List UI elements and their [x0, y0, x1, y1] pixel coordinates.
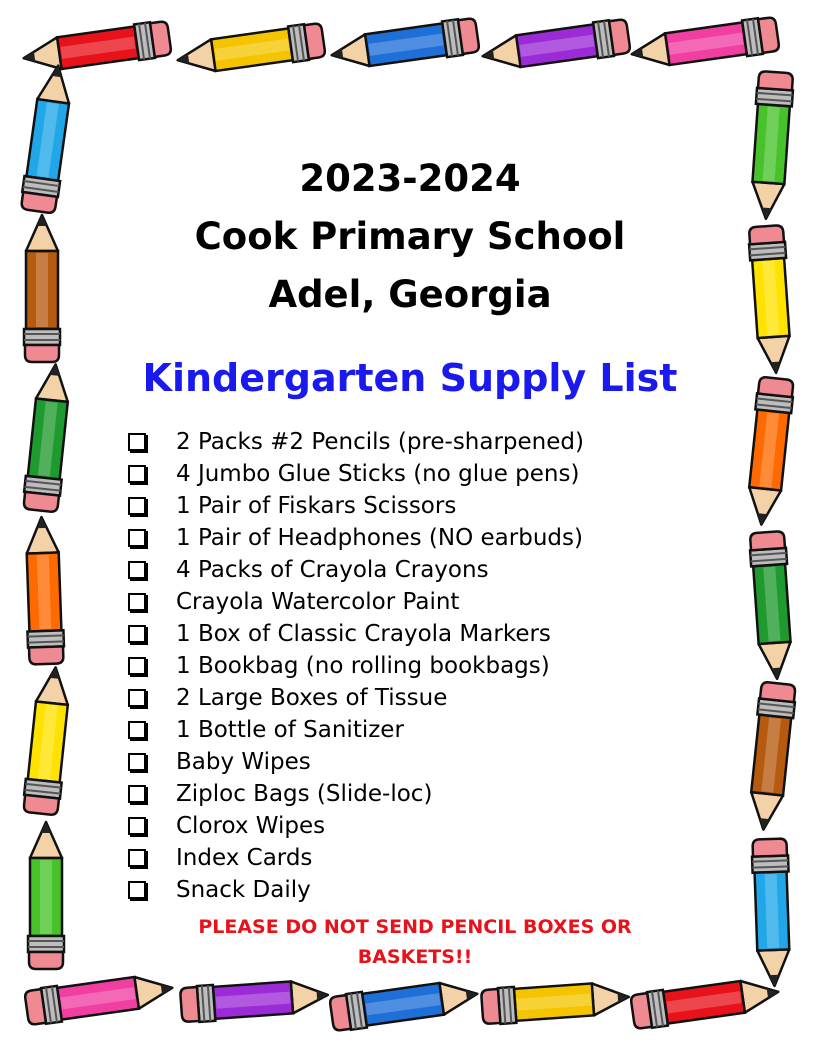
pencil-icon — [480, 18, 631, 74]
item-label: Index Cards — [176, 845, 313, 871]
item-label: 4 Packs of Crayola Crayons — [176, 557, 489, 583]
pencil-icon — [23, 516, 64, 664]
list-item — [128, 746, 710, 778]
checkbox-icon — [128, 433, 146, 451]
item-label: 1 Pair of Fiskars Scissors — [176, 493, 457, 519]
list-item — [128, 522, 710, 554]
pencil-icon — [20, 63, 76, 214]
pencil-icon — [22, 363, 73, 513]
checkbox-icon — [128, 689, 146, 707]
checkbox-icon — [128, 593, 146, 611]
list-item — [128, 490, 710, 522]
pencil-icon — [28, 822, 64, 969]
school-location: Adel, Georgia — [268, 273, 552, 316]
pencil-icon — [21, 20, 172, 76]
supply-list — [110, 426, 710, 906]
list-item — [128, 586, 710, 618]
item-label: 1 Box of Classic Crayola Markers — [176, 621, 551, 647]
list-title: Kindergarten Supply List — [142, 356, 678, 400]
pencil-icon — [743, 377, 794, 527]
school-year: 2023-2024 — [299, 157, 521, 200]
pencil-icon — [24, 970, 175, 1026]
checkbox-icon — [128, 465, 146, 483]
item-label: 1 Bottle of Sanitizer — [176, 717, 404, 743]
pencil-icon — [22, 666, 73, 816]
checkbox-icon — [128, 721, 146, 739]
list-item — [128, 682, 710, 714]
checkbox-icon — [128, 657, 146, 675]
pencil-icon — [748, 225, 794, 374]
pencil-icon — [748, 71, 794, 220]
list-item — [128, 778, 710, 810]
checkbox-icon — [128, 625, 146, 643]
item-label: 2 Packs #2 Pencils (pre-sharpened) — [176, 429, 584, 455]
checkbox-icon — [128, 753, 146, 771]
checkbox-icon — [128, 849, 146, 867]
list-item — [128, 458, 710, 490]
list-item — [128, 810, 710, 842]
warning-note: PLEASE DO NOT SEND PENCIL BOXES OR BASKETS!! — [198, 916, 632, 968]
item-label: Clorox Wipes — [176, 813, 326, 839]
list-item — [128, 426, 710, 458]
list-item — [128, 714, 710, 746]
item-label: Baby Wipes — [176, 749, 311, 775]
list-item — [128, 618, 710, 650]
pencil-icon — [175, 22, 326, 78]
checkbox-icon — [128, 561, 146, 579]
pencil-icon — [329, 976, 480, 1032]
pencil-icon — [24, 215, 60, 362]
item-label: 1 Bookbag (no rolling bookbags) — [176, 653, 550, 679]
list-item — [128, 842, 710, 874]
checkbox-icon — [128, 881, 146, 899]
item-label: 4 Jumbo Glue Sticks (no glue pens) — [176, 461, 580, 487]
checkbox-icon — [128, 785, 146, 803]
item-label: Crayola Watercolor Paint — [176, 589, 460, 615]
pencil-icon — [329, 17, 480, 73]
list-item — [128, 554, 710, 586]
main-content — [110, 150, 710, 972]
pencil-icon — [630, 974, 781, 1030]
pencil-icon — [481, 979, 630, 1025]
item-label: Snack Daily — [176, 877, 311, 903]
pencil-icon — [751, 838, 792, 986]
checkbox-icon — [128, 497, 146, 515]
item-label: 2 Large Boxes of Tissue — [176, 685, 448, 711]
school-name: Cook Primary School — [194, 215, 626, 258]
pencil-icon — [749, 531, 795, 680]
checkbox-icon — [128, 817, 146, 835]
list-item — [128, 874, 710, 906]
checkbox-icon — [128, 529, 146, 547]
list-item — [128, 650, 710, 682]
pencil-icon — [745, 682, 796, 832]
pencil-icon — [180, 977, 329, 1023]
item-label: Ziploc Bags (Slide-loc) — [176, 781, 433, 807]
item-label: 1 Pair of Headphones (NO earbuds) — [176, 525, 583, 551]
pencil-icon — [629, 16, 780, 72]
